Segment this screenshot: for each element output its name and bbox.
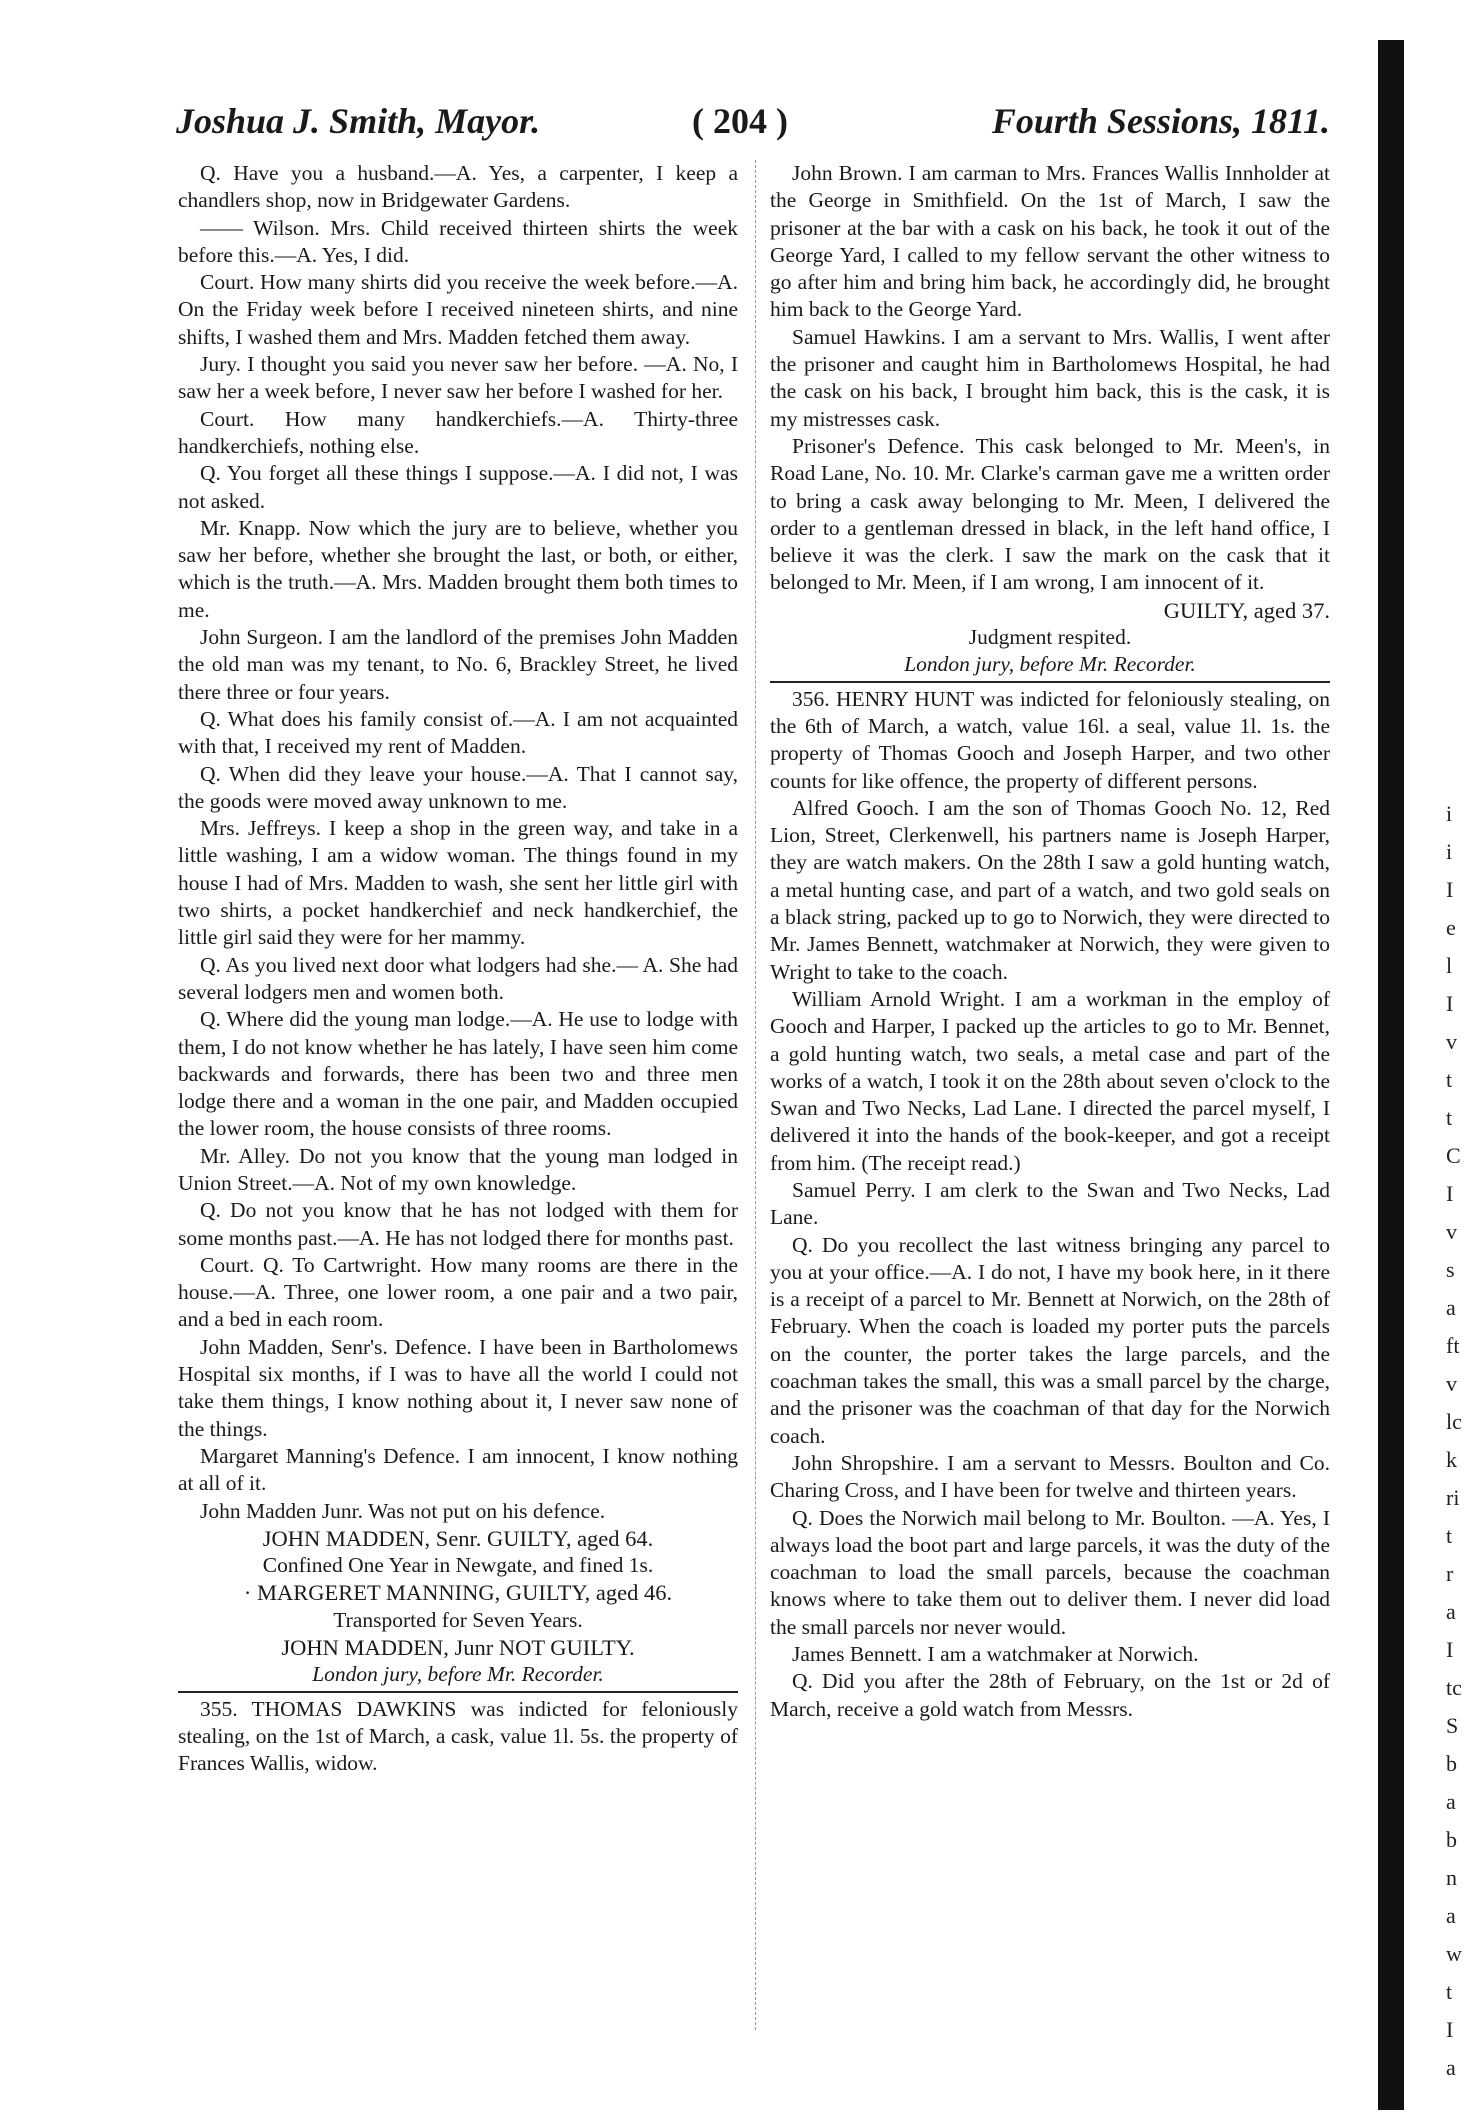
paragraph: Q. Do you recollect the last witness bringing any parcel to you at your office.—A. I do not, I have my book here, in it there is a receipt of a parcel to Mr. Bennett at Norwich, on the 28th of February. When the coach is loaded my porter puts the parcels on the counter, the porter takes the large parcels, and the coachman takes the small, this was a small parcel by the charge, and the prisoner was the coachman of that day for the Norwich coach.: [770, 1232, 1330, 1448]
margin-fragment: a: [1446, 2055, 1456, 2080]
paragraph: Q. Did you after the 28th of February, on the 1st or 2d of March, receive a gold watch from Messrs.: [770, 1669, 1330, 1721]
margin-fragment: tc: [1446, 1675, 1462, 1700]
margin-fragment: t: [1446, 1523, 1453, 1548]
margin-fragment: a: [1446, 1903, 1456, 1928]
paragraph: John Shropshire. I am a servant to Messrs. Boulton and Co. Charing Cross, and I have been for twelve and thirteen years.: [770, 1450, 1330, 1503]
paragraph: Samuel Perry. I am clerk to the Swan and Two Necks, Lad Lane.: [770, 1177, 1330, 1230]
margin-fragment: s: [1446, 1257, 1455, 1282]
margin-fragment: v: [1446, 1371, 1457, 1396]
column-divider: [755, 160, 756, 2030]
paragraph: Mr. Alley. Do not you know that the young man lodged in Union Street.—A. Not of my own knowledge.: [178, 1143, 738, 1195]
jury-line: London jury, before Mr. Recorder.: [312, 1662, 604, 1687]
paragraph: Alfred Gooch. I am the son of Thomas Gooch No. 12, Red Lion, Street, Clerkenwell, his partners name is Joseph Harper, they are watch makers. On the 28th I saw a gold hunting watch, a metal hunting case, and part of a watch, and two gold seals on a black string, packed up to go to Norwich, they were directed to Mr. James Bennett, watchmaker at Norwich, they were given to Wright to take to the coach.: [770, 795, 1330, 984]
verdict-line: · MARGERET MANNING, GUILTY, aged 46.: [243, 1580, 673, 1606]
paragraph: Q. Where did the young man lodge.—A. He use to lodge with them, I do not know whether he has lately, I have seen him come backwards and forwards, there has been two and three men lodge there and a woman in the one pair, and Madden occupied the lower room, the house consists of three rooms.: [178, 1007, 738, 1141]
left-column: [178, 160, 738, 1778]
paragraph: Court. How many handkerchiefs.—A. Thirty-three handkerchiefs, nothing else.: [178, 406, 738, 458]
margin-fragment: C: [1446, 1143, 1461, 1168]
paragraph: Margaret Manning's Defence. I am innocent, I know nothing at all of it.: [178, 1443, 738, 1496]
paragraph: John Surgeon. I am the landlord of the premises John Madden the old man was my tenant, to No. 6, Brackley Street, he lived there three or four years.: [178, 625, 738, 704]
paragraph: James Bennett. I am a watchmaker at Norwich.: [792, 1642, 1199, 1667]
paragraph: Q. Does the Norwich mail belong to Mr. Boulton. —A. Yes, I always load the boot part and large parcels, it was the duty of the coachman to load the small parcels, because the coachman knows where to take them out to deliver them. I never did load the small parcels nor never would.: [770, 1505, 1330, 1639]
page-number: ( 204 ): [692, 101, 788, 141]
verdict-line: JOHN MADDEN, Junr NOT GUILTY.: [281, 1635, 635, 1661]
paragraph: John Madden Junr. Was not put on his defence.: [200, 1498, 606, 1523]
margin-fragment: e: [1446, 915, 1456, 940]
verdict-line: GUILTY, aged 37.: [1163, 597, 1330, 623]
margin-fragment: ri: [1446, 1485, 1460, 1510]
margin-fragment: S: [1446, 1713, 1459, 1738]
margin-fragment: w: [1446, 1941, 1462, 1966]
margin-fragment: I: [1446, 877, 1454, 902]
page-binding-shadow: [1378, 40, 1404, 2110]
paragraph: Mrs. Jeffreys. I keep a shop in the green way, and take in a little washing, I am a widow woman. The things found in my house I had of Mrs. Madden to wash, she sent her little girl with two shirts, a pocket handkerchief and neck handkerchief, the little girl said they were for her mammy.: [178, 816, 738, 950]
margin-fragment: t: [1446, 1979, 1453, 2004]
paragraph: —— Wilson. Mrs. Child received thirteen shirts the week before this.—A. Yes, I did.: [178, 215, 738, 267]
margin-fragment: b: [1446, 1751, 1457, 1776]
margin-fragment: i: [1446, 839, 1453, 864]
margin-fragment: r: [1446, 1561, 1454, 1586]
paragraph: Court. How many shirts did you receive the week before.—A. On the Friday week before I received nineteen shirts, and nine shifts, I washed them and Mrs. Madden fetched them away.: [178, 270, 738, 349]
right-column: [770, 160, 1330, 1723]
margin-fragment: k: [1446, 1447, 1457, 1472]
sentence-line: Judgment respited.: [968, 625, 1132, 650]
margin-fragment: I: [1446, 991, 1454, 1016]
paragraph: Mr. Knapp. Now which the jury are to believe, whether you saw her before, whether she brought the last, or both, or either, which is the truth.—A. Mrs. Madden brought them both times to me.: [178, 515, 738, 622]
margin-fragment: a: [1446, 1599, 1456, 1624]
case-paragraph: 355. THOMAS DAWKINS was indicted for feloniously stealing, on the 1st of March, a cask, value 1l. 5s. the property of Frances Wallis, widow.: [178, 1696, 738, 1776]
paragraph: Q. What does his family consist of.—A. I am not acquainted with that, I received my rent of Madden.: [178, 706, 738, 759]
margin-fragment: ft: [1446, 1333, 1460, 1358]
running-title: Joshua J. Smith, Mayor.: [176, 101, 541, 141]
paragraph: John Madden, Senr's. Defence. I have been in Bartholomews Hospital six months, if I was to have all the world I could not take them things, I know nothing about it, I never saw none of the things.: [178, 1334, 738, 1441]
margin-fragment: lc: [1446, 1409, 1462, 1434]
paragraph: Court. Q. To Cartwright. How many rooms are there in the house.—A. Three, one lower room, a one pair and a two pair, and a bed in each room.: [178, 1252, 738, 1332]
session-title: Fourth Sessions, 1811.: [991, 101, 1330, 141]
margin-fragment: I: [1446, 2017, 1454, 2042]
paragraph: Q. Do not you know that he has not lodged with them for some months past.—A. He has not lodged there for months past.: [178, 1198, 738, 1250]
margin-fragment: t: [1446, 1105, 1453, 1130]
paragraph: Q. Have you a husband.—A. Yes, a carpenter, I keep a chandlers shop, now in Bridgewater Gardens.: [178, 161, 738, 213]
margin-fragment: I: [1446, 1181, 1454, 1206]
margin-fragment: l: [1446, 953, 1453, 978]
paragraph: Samuel Hawkins. I am a servant to Mrs. Wallis, I went after the prisoner and caught him in Bartholomews Hospital, he had the cask on his back, I brought him back, this is the cask, it is my mistresses cask.: [770, 324, 1330, 431]
case-separator: [178, 1691, 738, 1693]
margin-fragment: t: [1446, 1067, 1453, 1092]
margin-fragment: i: [1446, 801, 1453, 826]
paragraph: Q. You forget all these things I suppose.—A. I did not, I was not asked.: [178, 461, 738, 513]
margin-fragment: I: [1446, 1637, 1454, 1662]
paragraph: Q. As you lived next door what lodgers had she.— A. She had several lodgers men and women both.: [178, 952, 738, 1004]
margin-fragment: b: [1446, 1827, 1457, 1852]
jury-line: London jury, before Mr. Recorder.: [904, 652, 1196, 677]
margin-fragment: n: [1446, 1865, 1457, 1890]
sentence-line: Transported for Seven Years.: [333, 1607, 583, 1632]
verdict-line: JOHN MADDEN, Senr. GUILTY, aged 64.: [262, 1525, 654, 1551]
margin-fragment: a: [1446, 1295, 1456, 1320]
paragraph: Prisoner's Defence. This cask belonged to Mr. Meen's, in Road Lane, No. 10. Mr. Clarke's carman gave me a written order to bring a cask away belonging to Mr. Meen, I delivered the order to a gentleman dressed in black, in the left hand office, I believe it was the clerk. I saw the mark on the cask that it belonged to Mr. Meen, if I am wrong, I am innocent of it.: [770, 433, 1330, 595]
paragraph: Q. When did they leave your house.—A. That I cannot say, the goods were moved away unknown to me.: [178, 761, 738, 813]
paragraph: Jury. I thought you said you never saw her before. —A. No, I saw her a week before, I never saw her before I washed for her.: [178, 352, 738, 404]
margin-fragment: a: [1446, 1789, 1456, 1814]
case-separator: [770, 681, 1330, 683]
page-header: [170, 100, 1330, 160]
margin-fragment: v: [1446, 1219, 1457, 1244]
paragraph: John Brown. I am carman to Mrs. Frances Wallis Innholder at the George in Smithfield. On the 1st of March, I saw the prisoner at the bar with a cask on his back, he took it out of the George Yard, I called to my fellow servant the other witness to go after him and bring him back, he accordingly did, he brought him back to the George Yard.: [770, 161, 1330, 322]
case-paragraph: 356. HENRY HUNT was indicted for feloniously stealing, on the 6th of March, a watch, value 16l. a seal, value 1l. 1s. the property of Thomas Gooch and Joseph Harper, and two other counts for like offence, the property of different persons.: [770, 686, 1330, 793]
sentence-line: Confined One Year in Newgate, and fined 1s.: [262, 1553, 654, 1578]
paragraph: William Arnold Wright. I am a workman in the employ of Gooch and Harper, I packed up the articles to go to Mr. Bennet, a gold hunting watch, two seals, a metal case and part of the works of a watch, I took it on the 28th about seven o'clock to the Swan and Two Necks, Lad Lane. I directed the parcel myself, I delivered it into the hands of the book-keeper, and got a receipt from him. (The receipt read.): [770, 986, 1330, 1175]
margin-fragment: v: [1446, 1029, 1457, 1054]
